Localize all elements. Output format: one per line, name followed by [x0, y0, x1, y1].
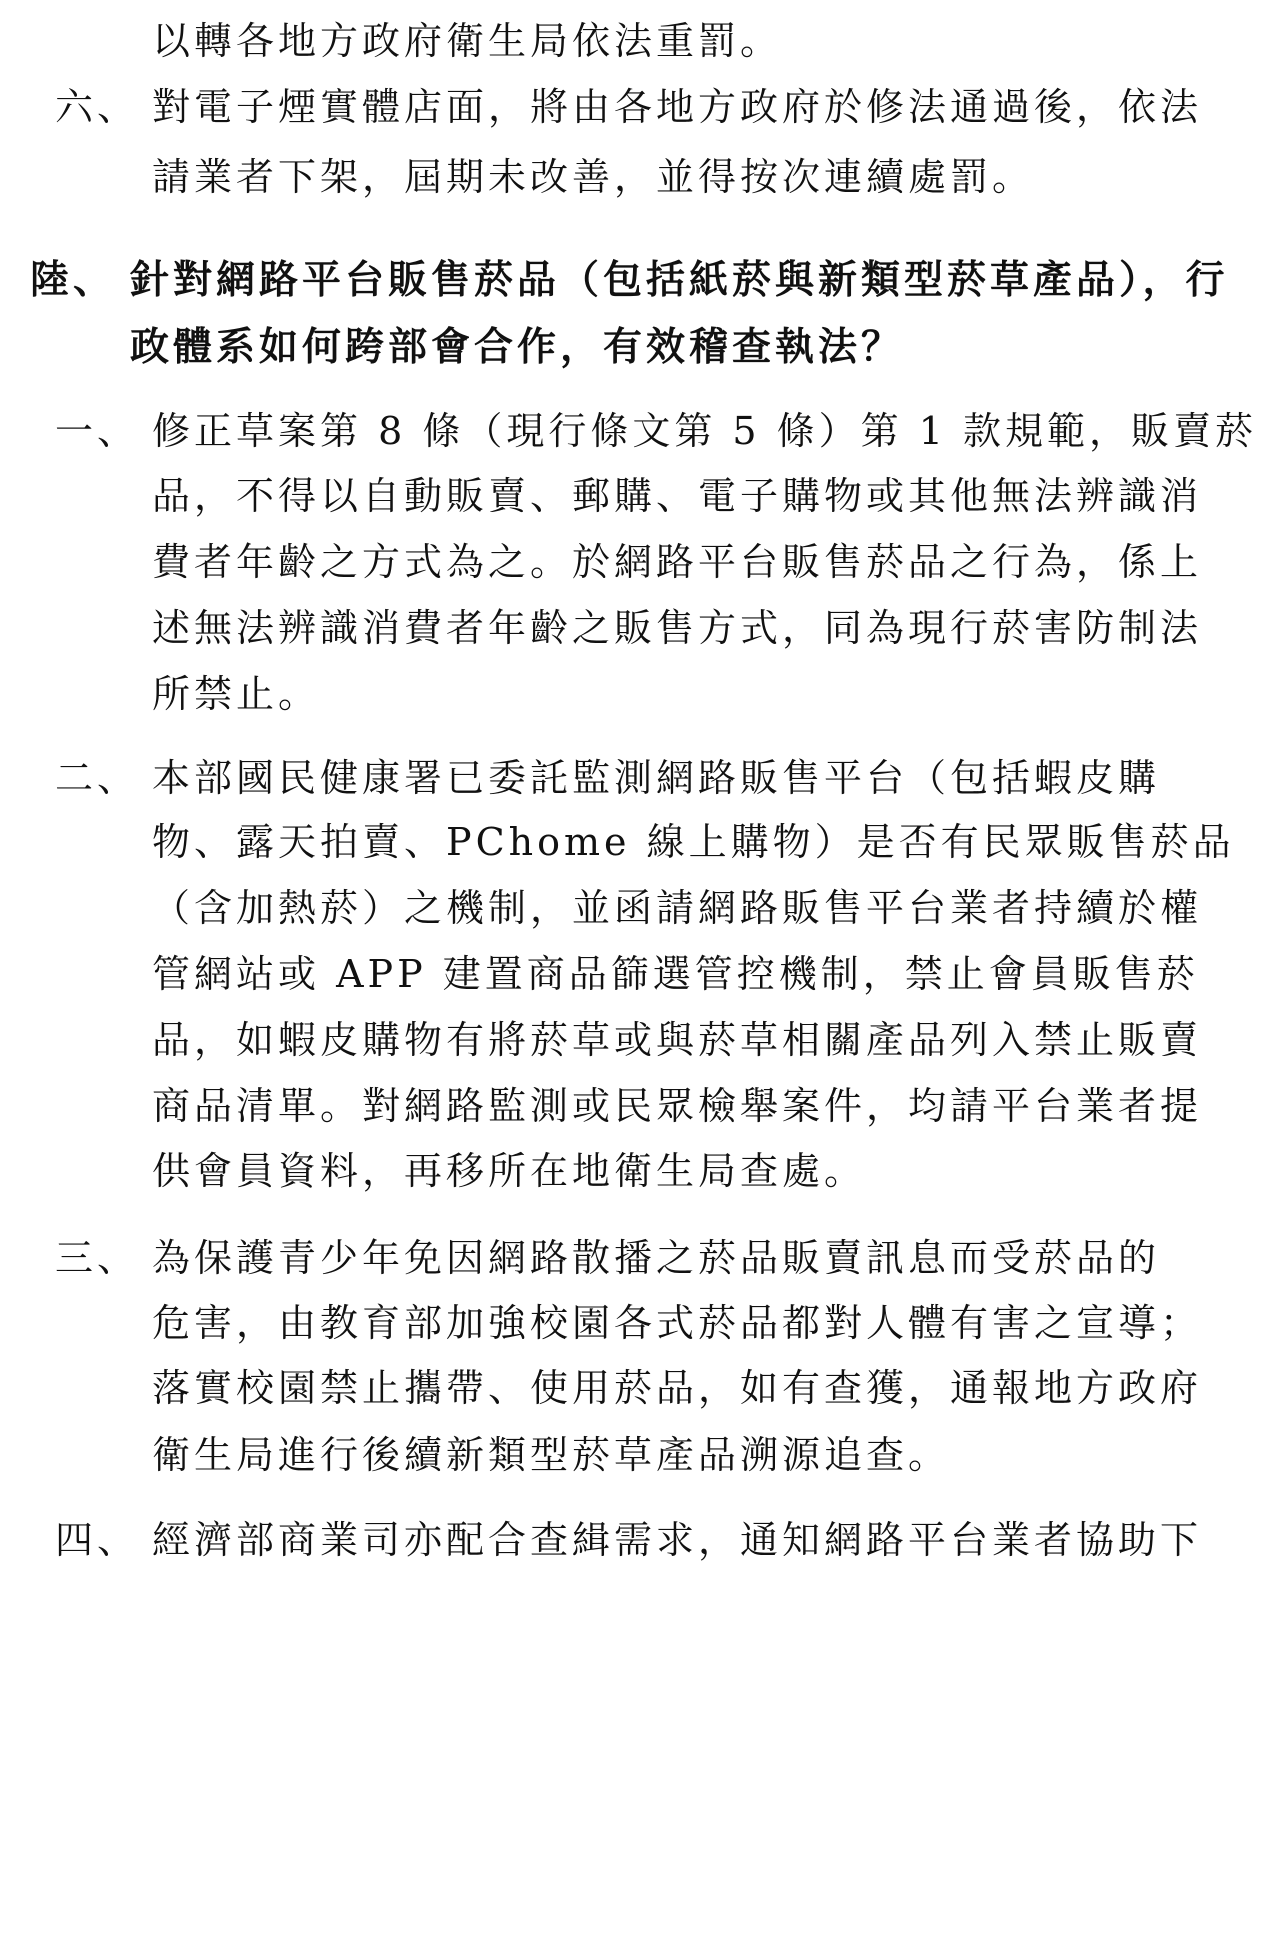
- item-marker: 一、: [55, 409, 140, 453]
- paragraph-line: 商品清單。對網路監測或民眾檢舉案件，均請平台業者提: [152, 1084, 1203, 1128]
- item-marker: 三、: [55, 1236, 140, 1280]
- paragraph-line: （含加熱菸）之機制，並函請網路販售平台業者持續於權: [152, 886, 1203, 930]
- paragraph-line: 管網站或 APP 建置商品篩選管控機制，禁止會員販售菸: [152, 952, 1199, 996]
- paragraph-line: 對電子煙實體店面，將由各地方政府於修法通過後，依法: [152, 85, 1203, 129]
- paragraph-line: 為保護青少年免因網路散播之菸品販賣訊息而受菸品的: [152, 1236, 1161, 1280]
- section-title-line: 針對網路平台販售菸品（包括紙菸與新類型菸草產品），行: [130, 258, 1229, 303]
- paragraph-line: 所禁止。: [152, 672, 321, 716]
- paragraph-line: 落實校園禁止攜帶、使用菸品，如有查獲，通報地方政府: [152, 1366, 1203, 1410]
- paragraph-line: 本部國民健康署已委託監測網路販售平台（包括蝦皮購: [152, 756, 1161, 800]
- paragraph-line: 品，如蝦皮購物有將菸草或與菸草相關產品列入禁止販賣: [152, 1018, 1203, 1062]
- paragraph-line: 請業者下架，屆期未改善，並得按次連續處罰。: [152, 155, 1035, 199]
- paragraph-line: 修正草案第 8 條（現行條文第 5 條）第 1 款規範，販賣菸: [152, 409, 1258, 453]
- item-marker: 六、: [55, 85, 140, 129]
- paragraph-line: 危害，由教育部加強校園各式菸品都對人體有害之宣導；: [152, 1301, 1203, 1345]
- section-title-line: 政體系如何跨部會合作，有效稽查執法？: [130, 325, 905, 370]
- paragraph-line: 衛生局進行後續新類型菸草產品溯源追查。: [152, 1433, 951, 1477]
- section-marker: 陸、: [30, 258, 117, 303]
- paragraph-line: 費者年齡之方式為之。於網路平台販售菸品之行為，係上: [152, 540, 1203, 584]
- item-marker: 四、: [55, 1518, 140, 1562]
- paragraph-line: 述無法辨識消費者年齡之販售方式，同為現行菸害防制法: [152, 606, 1203, 650]
- paragraph-line: 供會員資料，再移所在地衛生局查處。: [152, 1149, 867, 1193]
- paragraph-line: 以轉各地方政府衛生局依法重罰。: [152, 19, 783, 63]
- paragraph-line: 品，不得以自動販賣、郵購、電子購物或其他無法辨識消: [152, 474, 1203, 518]
- paragraph-line: 物、露天拍賣、PChome 線上購物）是否有民眾販售菸品: [152, 820, 1235, 864]
- paragraph-line: 經濟部商業司亦配合查緝需求，通知網路平台業者協助下: [152, 1518, 1203, 1562]
- item-marker: 二、: [55, 756, 140, 800]
